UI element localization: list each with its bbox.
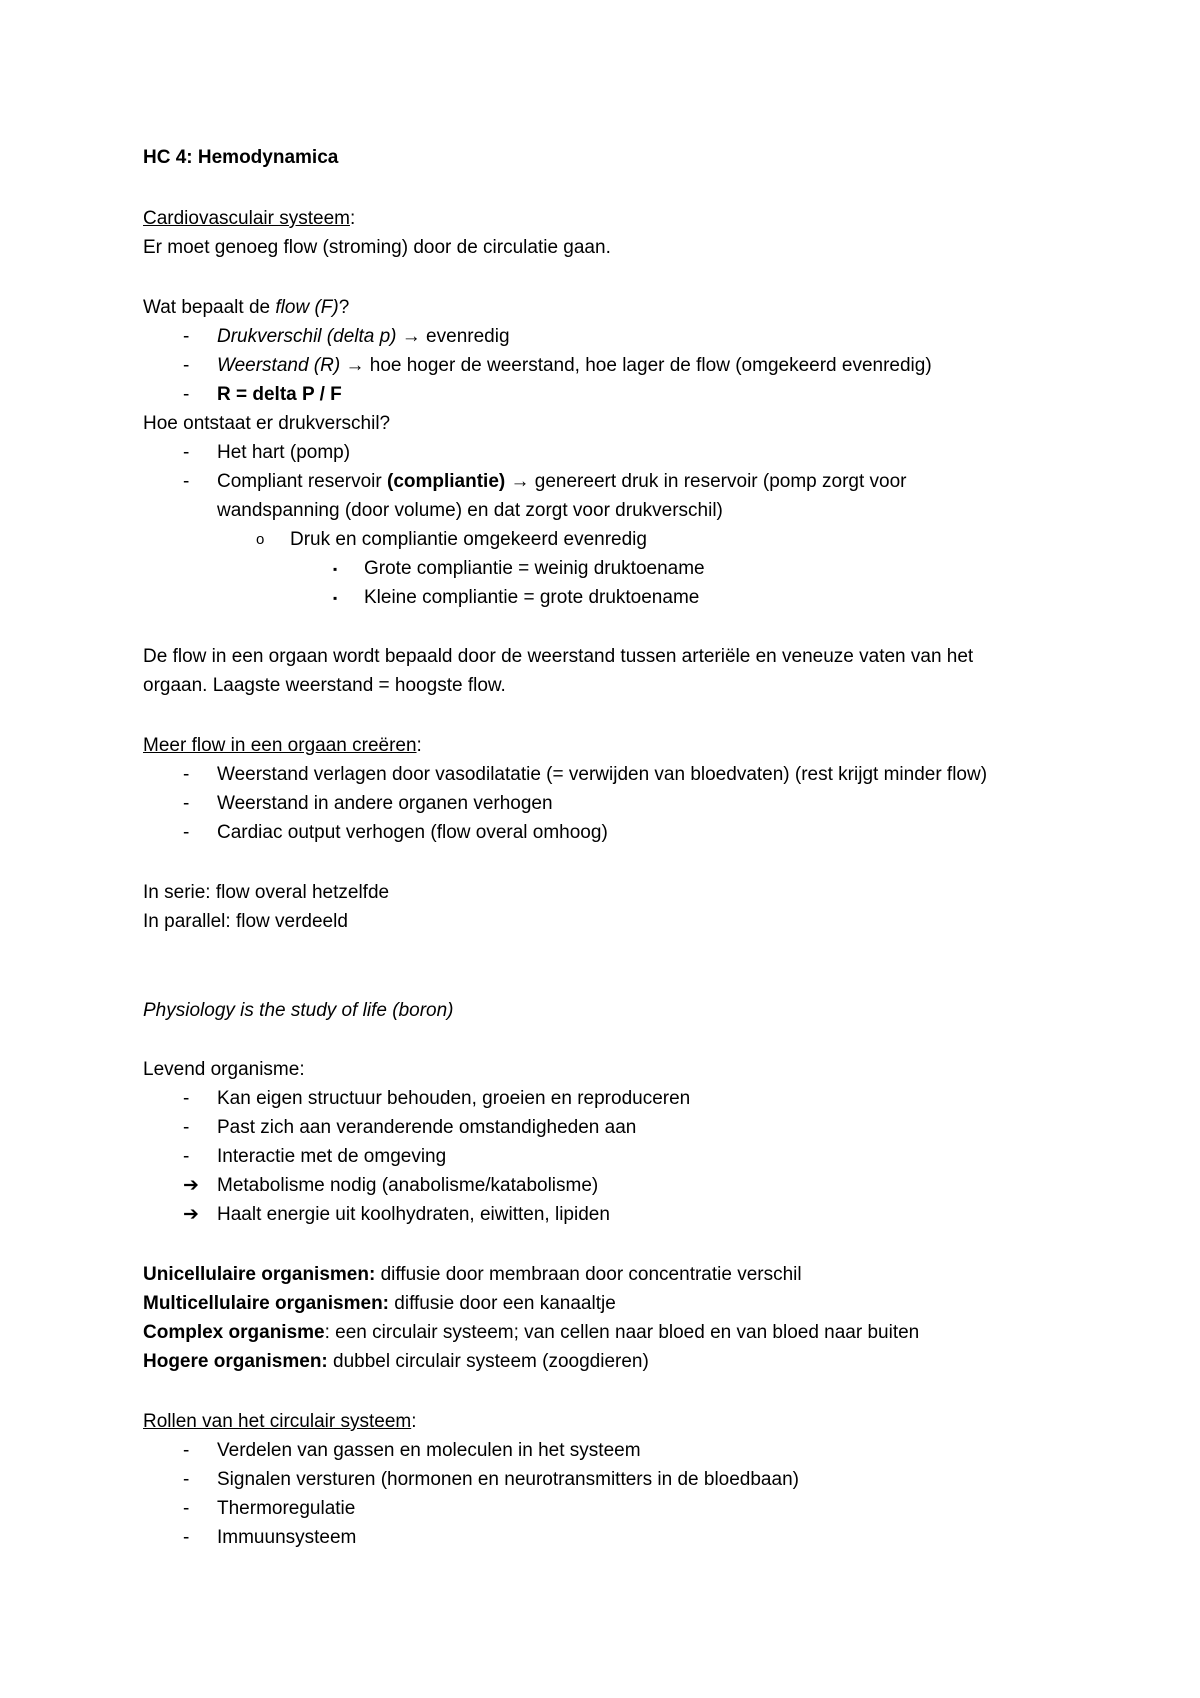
- arrow-right-icon: →: [401, 326, 421, 347]
- document-title: HC 4: Hemodynamica: [143, 147, 339, 168]
- paragraph-line: orgaan. Laagste weerstand = hoogste flow.: [143, 675, 506, 696]
- paragraph-line: In serie: flow overal hetzelfde: [143, 882, 390, 903]
- definition-line: Complex organisme: een circulair systeem; van cellen naar bloed en van bloed naar buiten: [143, 1322, 920, 1343]
- section-heading-levend: Levend organisme:: [143, 1059, 305, 1080]
- section-heading-rollen: Rollen van het circulair systeem:: [143, 1411, 417, 1432]
- italic-quote: Physiology is the study of life (boron): [143, 1000, 454, 1021]
- paragraph-line: In parallel: flow verdeeld: [143, 911, 348, 932]
- square-bullet-icon: ▪: [333, 562, 338, 576]
- definition-line: Unicellulaire organismen: diffusie door membraan door concentratie verschil: [143, 1264, 802, 1285]
- paragraph-line: Er moet genoeg flow (stroming) door de circulatie gaan.: [143, 237, 611, 258]
- question-druk: Hoe ontstaat er drukverschil?: [143, 413, 391, 434]
- arrow-right-icon: →: [345, 355, 365, 376]
- paragraph-line: De flow in een orgaan wordt bepaald door de weerstand tussen arteriële en veneuze vaten van het: [143, 646, 974, 667]
- arrow-bullet-icon: ➔: [183, 1204, 199, 1225]
- question-flow: Wat bepaalt de flow (F)?: [143, 297, 350, 318]
- square-bullet-icon: ▪: [333, 591, 338, 605]
- arrow-right-icon: →: [510, 471, 530, 492]
- section-heading-cardio: Cardiovasculair systeem:: [143, 208, 356, 229]
- definition-line: Hogere organismen: dubbel circulair systeem (zoogdieren): [143, 1351, 649, 1372]
- arrow-bullet-icon: ➔: [183, 1175, 199, 1196]
- definition-line: Multicellulaire organismen: diffusie door een kanaaltje: [143, 1293, 616, 1314]
- section-heading-meer: Meer flow in een orgaan creëren:: [143, 735, 422, 756]
